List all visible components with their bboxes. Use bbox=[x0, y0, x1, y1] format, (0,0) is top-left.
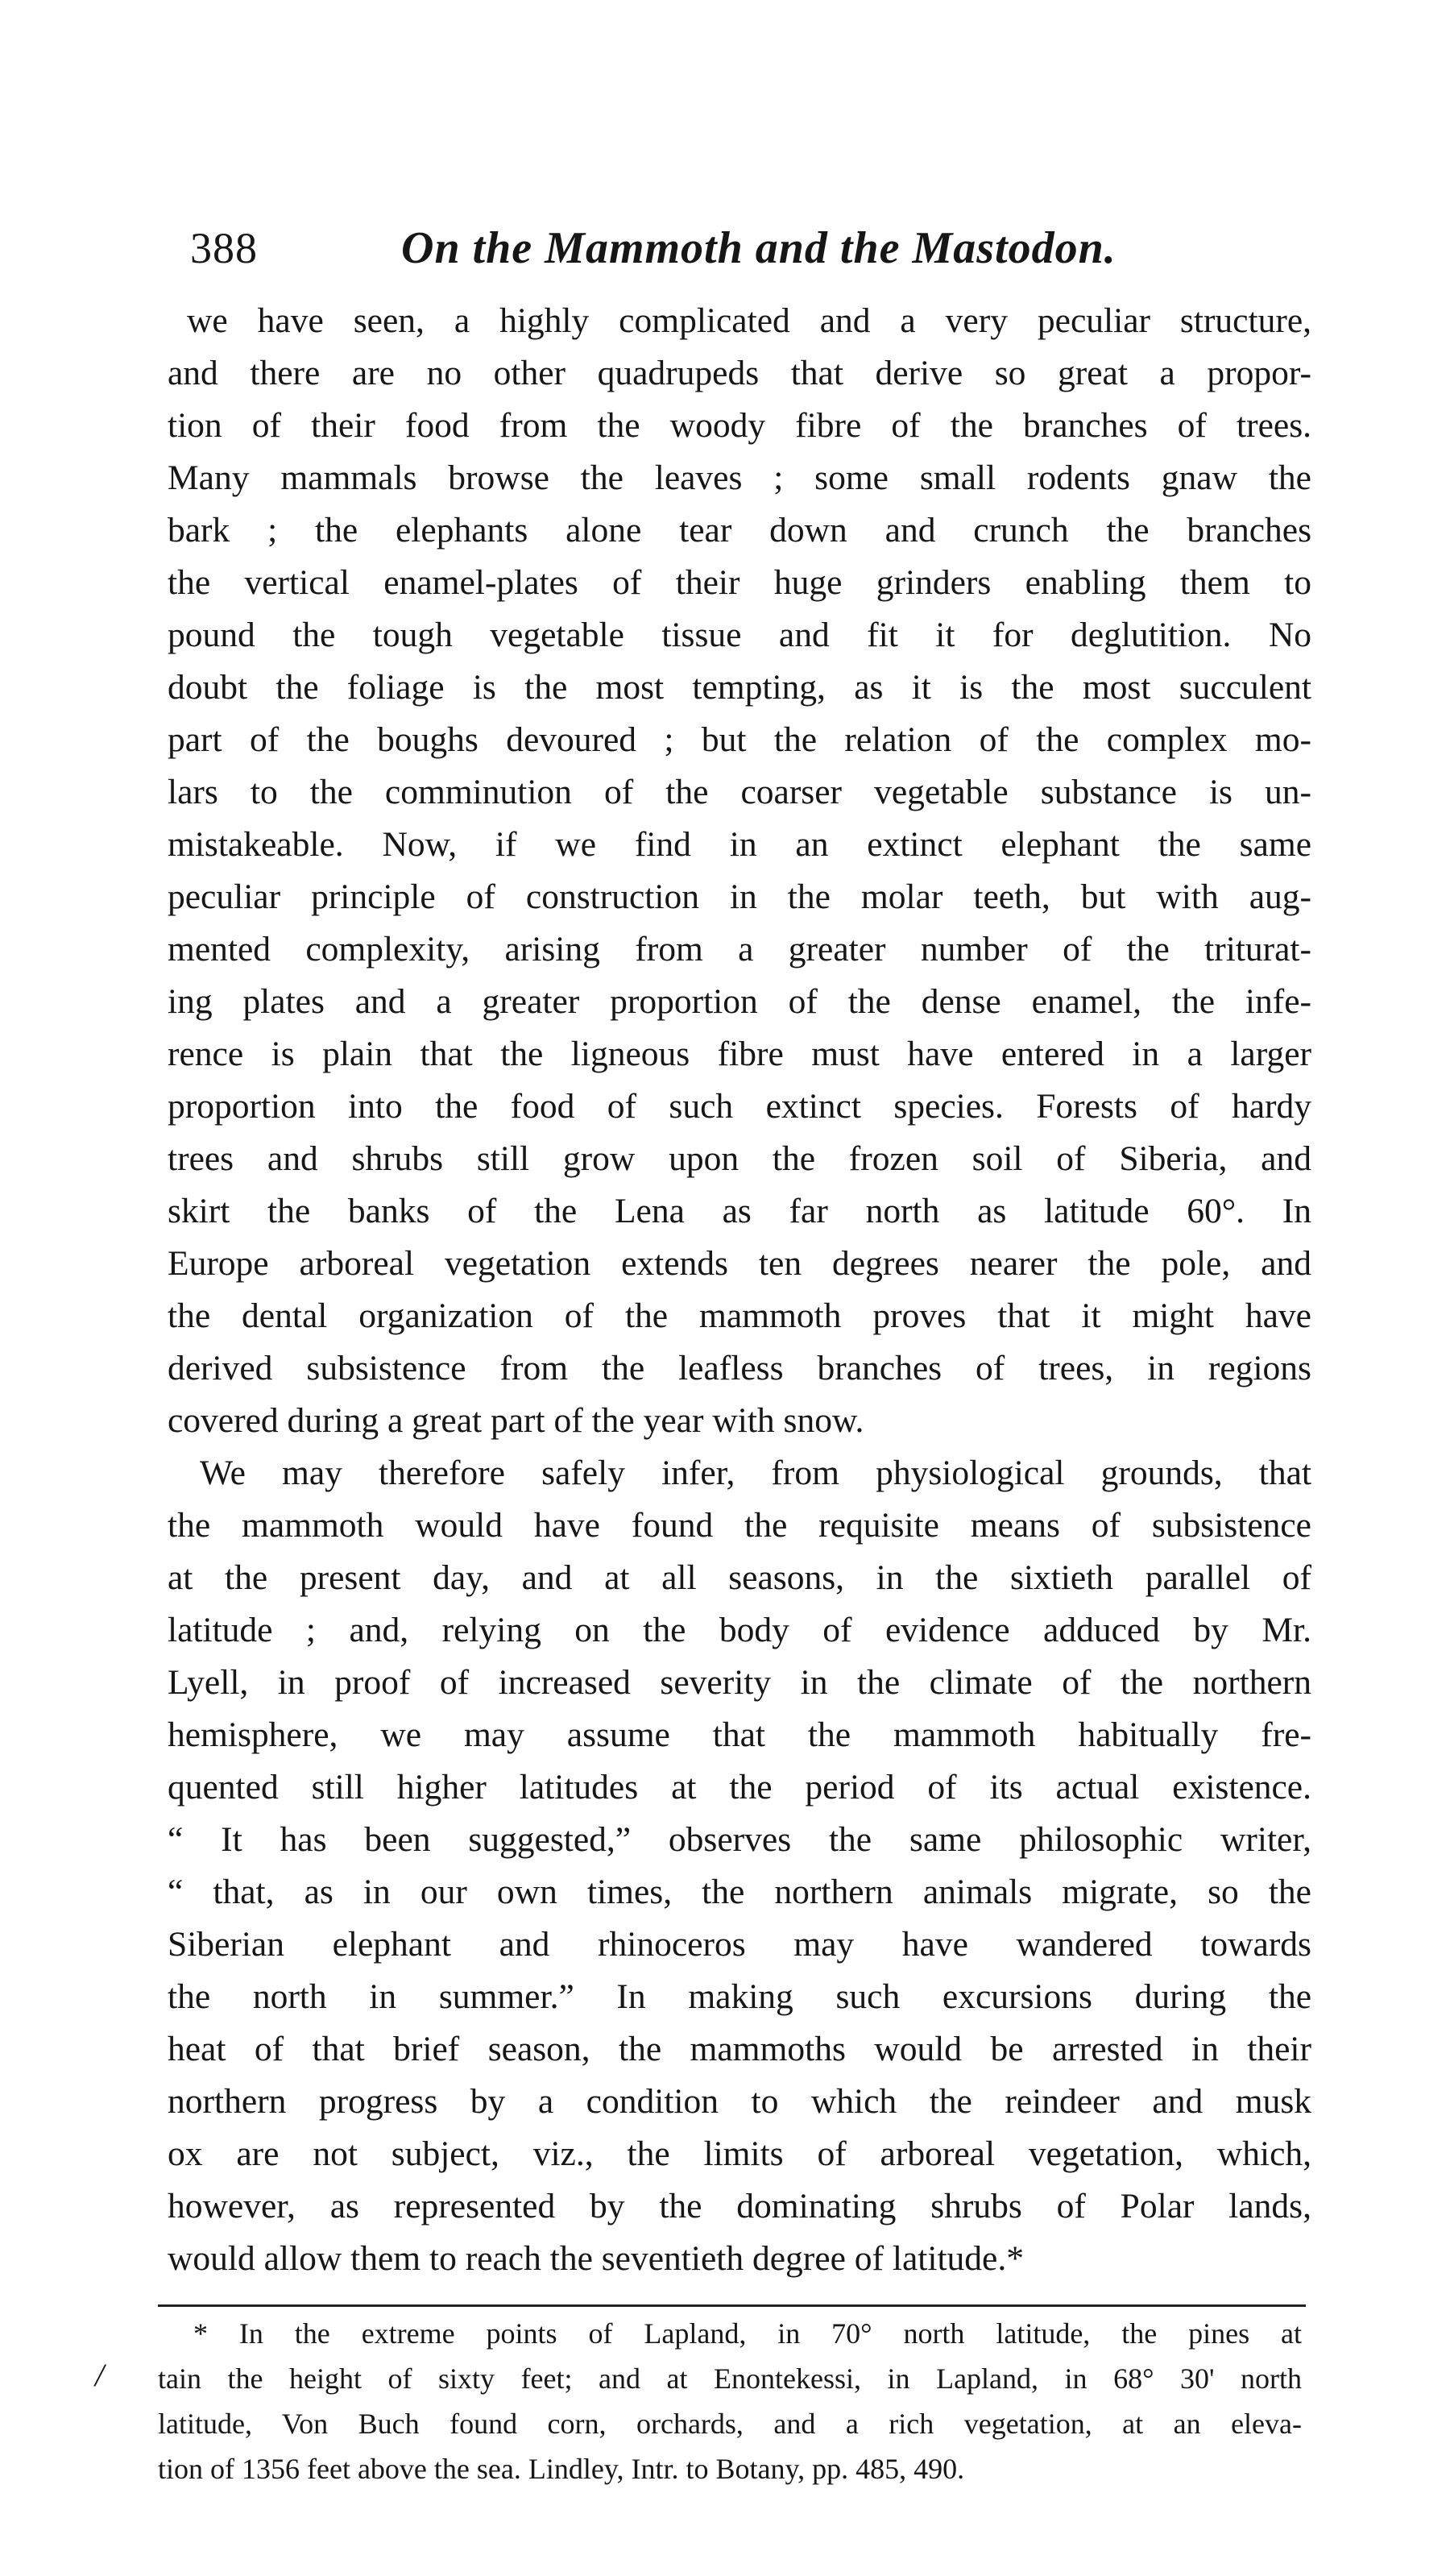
body-line: skirt the banks of the Lena as far north as latitude 60°. In bbox=[168, 1192, 1311, 1230]
body-line: pound the tough vegetable tissue and fit it for deglutition. No bbox=[168, 616, 1311, 654]
body-line: and there are no other quadrupeds that derive so great a propor- bbox=[168, 354, 1311, 392]
footnote-line: * In the extreme points of Lapland, in 70° north latitude, the pines at bbox=[193, 2317, 1302, 2350]
body-line: doubt the foliage is the most tempting, as it is the most succulent bbox=[168, 668, 1311, 707]
footnotes bbox=[158, 2311, 1302, 2491]
body-text bbox=[168, 295, 1311, 2285]
body-line: tion of their food from the woody fibre of the branches of trees. bbox=[168, 406, 1311, 445]
body-line: ox are not subject, viz., the limits of arboreal vegetation, which, bbox=[168, 2134, 1311, 2173]
body-line: Lyell, in proof of increased severity in the climate of the northern bbox=[168, 1663, 1311, 1702]
body-line: proportion into the food of such extinct species. Forests of hardy bbox=[168, 1087, 1311, 1126]
body-line: hemisphere, we may assume that the mammoth habitually fre- bbox=[168, 1715, 1311, 1754]
body-line: we have seen, a highly complicated and a very peculiar structure, bbox=[187, 301, 1311, 340]
body-line: ing plates and a greater proportion of the dense enamel, the infe- bbox=[168, 982, 1311, 1021]
body-line: We may therefore safely infer, from physiological grounds, that bbox=[200, 1454, 1311, 1492]
body-line: Siberian elephant and rhinoceros may have wandered towards bbox=[168, 1925, 1311, 1964]
body-line: the mammoth would have found the requisite means of subsistence bbox=[168, 1506, 1311, 1545]
footnote-line: tion of 1356 feet above the sea. Lindley, Intr. to Botany, pp. 485, 490. bbox=[158, 2453, 965, 2485]
body-line: rence is plain that the ligneous fibre must have entered in a larger bbox=[168, 1035, 1311, 1073]
body-line: bark ; the elephants alone tear down and crunch the branches bbox=[168, 511, 1311, 550]
footnote-rule bbox=[158, 2304, 1306, 2307]
running-title: On the Mammoth and the Mastodon. bbox=[401, 223, 1116, 273]
body-line: however, as represented by the dominating shrubs of Polar lands, bbox=[168, 2187, 1311, 2225]
body-line: Europe arboreal vegetation extends ten degrees nearer the pole, and bbox=[168, 1244, 1311, 1283]
body-line: at the present day, and at all seasons, in the sixtieth parallel of bbox=[168, 1558, 1311, 1597]
body-line: trees and shrubs still grow upon the frozen soil of Siberia, and bbox=[168, 1139, 1311, 1178]
body-line: Many mammals browse the leaves ; some small rodents gnaw the bbox=[168, 458, 1311, 497]
footnote-line: latitude, Von Buch found corn, orchards, and a rich vegetation, at an eleva- bbox=[158, 2408, 1302, 2440]
body-line: the north in summer.” In making such excursions during the bbox=[168, 1977, 1311, 2016]
body-line: heat of that brief season, the mammoths would be arrested in their bbox=[168, 2030, 1311, 2068]
body-line: “ It has been suggested,” observes the same philosophic writer, bbox=[168, 1820, 1311, 1859]
body-line: would allow them to reach the seventieth degree of latitude.* bbox=[168, 2239, 1024, 2278]
body-line: derived subsistence from the leafless branches of trees, in regions bbox=[168, 1349, 1311, 1388]
body-line: “ that, as in our own times, the northern animals migrate, so the bbox=[168, 1873, 1311, 1911]
body-line: northern progress by a condition to which the reindeer and musk bbox=[168, 2082, 1311, 2121]
body-line: mented complexity, arising from a greater number of the triturat- bbox=[168, 930, 1311, 969]
page-header bbox=[190, 216, 1318, 280]
footnote-line: tain the height of sixty feet; and at Enontekessi, in Lapland, in 68° 30' north bbox=[158, 2362, 1302, 2395]
body-line: the vertical enamel-plates of their huge grinders enabling them to bbox=[168, 563, 1311, 602]
body-line: part of the boughs devoured ; but the relation of the complex mo- bbox=[168, 720, 1311, 759]
body-line: latitude ; and, relying on the body of evidence adduced by Mr. bbox=[168, 1611, 1311, 1649]
body-line: quented still higher latitudes at the period of its actual existence. bbox=[168, 1768, 1311, 1807]
body-line: peculiar principle of construction in the molar teeth, but with aug- bbox=[168, 877, 1311, 916]
body-line: the dental organization of the mammoth proves that it might have bbox=[168, 1296, 1311, 1335]
body-line: covered during a great part of the year with snow. bbox=[168, 1401, 864, 1440]
page-number: 388 bbox=[190, 224, 258, 272]
body-line: mistakeable. Now, if we find in an extinct elephant the same bbox=[168, 825, 1311, 864]
margin-mark: / bbox=[95, 2357, 105, 2393]
body-line: lars to the comminution of the coarser vegetable substance is un- bbox=[168, 773, 1311, 811]
